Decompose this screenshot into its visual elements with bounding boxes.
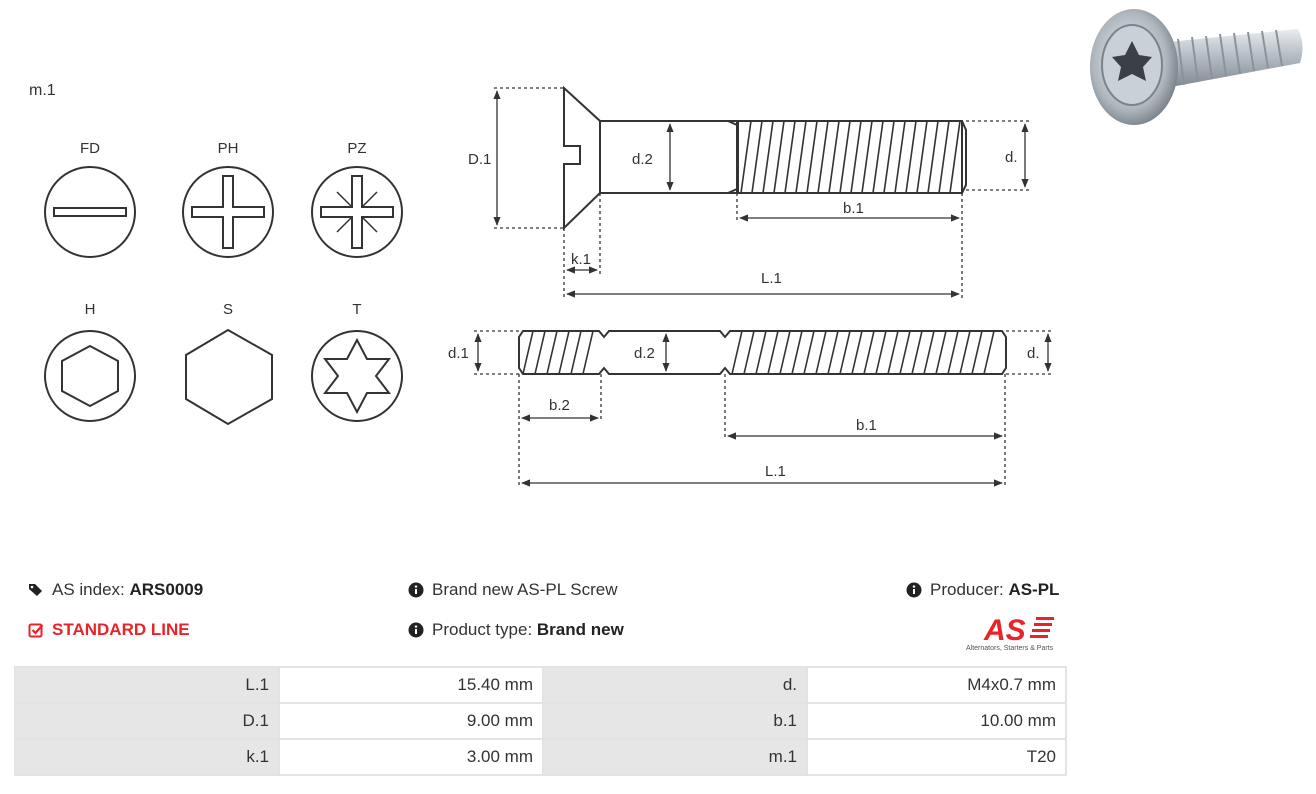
product-type [408, 620, 624, 640]
as-pl-logo [962, 610, 1070, 652]
spec-value: 15.40 mm [279, 667, 543, 703]
info-icon [408, 622, 424, 638]
hex-head-icon [186, 330, 272, 424]
svg-text:AS: AS [984, 614, 1026, 647]
hex-socket-head-icon [45, 331, 135, 421]
product-type-label: Product type: [432, 620, 533, 639]
head-type-label-ph: PH [217, 140, 239, 157]
dim-L1-label: L.1 [761, 270, 782, 287]
spec-label: m.1 [543, 739, 807, 775]
m1-label: m.1 [29, 82, 56, 99]
spec-label: k.1 [15, 739, 279, 775]
head-type-label-h: H [84, 301, 96, 318]
product-type-value: Brand new [536, 620, 624, 639]
spec-value: 9.00 mm [279, 703, 543, 739]
head-type-label-fd: FD [80, 140, 100, 157]
spec-label: L.1 [15, 667, 279, 703]
stud-dim-L1-label: L.1 [765, 463, 786, 480]
producer [906, 580, 1059, 600]
standard-line [28, 620, 190, 640]
stud-dim-d2-label: d.2 [634, 345, 655, 362]
spec-value: 3.00 mm [279, 739, 543, 775]
head-type-label-pz: PZ [347, 140, 367, 157]
info-icon [408, 582, 424, 598]
as-index [28, 580, 203, 600]
check-square-icon [28, 622, 44, 638]
head-type-label-s: S [222, 301, 234, 318]
table-row [15, 739, 1066, 775]
as-index-label: AS index: [52, 580, 125, 599]
info-icon [906, 582, 922, 598]
description [408, 580, 618, 600]
producer-value: AS-PL [1008, 580, 1060, 599]
svg-text:Alternators, Starters & Parts: Alternators, Starters & Parts [966, 645, 1054, 652]
dim-d2-label: d.2 [632, 151, 653, 168]
stud-dim-b1-label: b.1 [856, 417, 877, 434]
phillips-head-icon [183, 167, 273, 257]
standard-line-label: STANDARD LINE [52, 620, 190, 639]
tags-icon [28, 582, 44, 598]
spec-table [14, 666, 1067, 776]
spec-label: d. [543, 667, 807, 703]
spec-value: 10.00 mm [807, 703, 1066, 739]
stud-dim-d-label: d. [1027, 345, 1040, 362]
spec-value: M4x0.7 mm [807, 667, 1066, 703]
stud-dim-b2-label: b.2 [549, 397, 570, 414]
torx-head-icon [312, 331, 402, 421]
dim-k1-label: k.1 [571, 251, 592, 268]
spec-label: b.1 [543, 703, 807, 739]
as-index-value: ARS0009 [129, 580, 204, 599]
stud-dim-d1-label: d.1 [448, 345, 469, 362]
pozidriv-head-icon [312, 167, 402, 257]
spec-value: T20 [807, 739, 1066, 775]
dim-b1-label: b.1 [843, 200, 864, 217]
head-type-label-t: T [352, 301, 362, 318]
description-text: Brand new AS-PL Screw [432, 580, 618, 599]
dim-D1-label: D.1 [468, 151, 492, 168]
spec-label: D.1 [15, 703, 279, 739]
table-row [15, 667, 1066, 703]
table-row [15, 703, 1066, 739]
slotted-head-icon [45, 167, 135, 257]
product-photo [1088, 5, 1308, 129]
dim-d-label: d. [1005, 149, 1018, 166]
producer-label: Producer: [930, 580, 1004, 599]
